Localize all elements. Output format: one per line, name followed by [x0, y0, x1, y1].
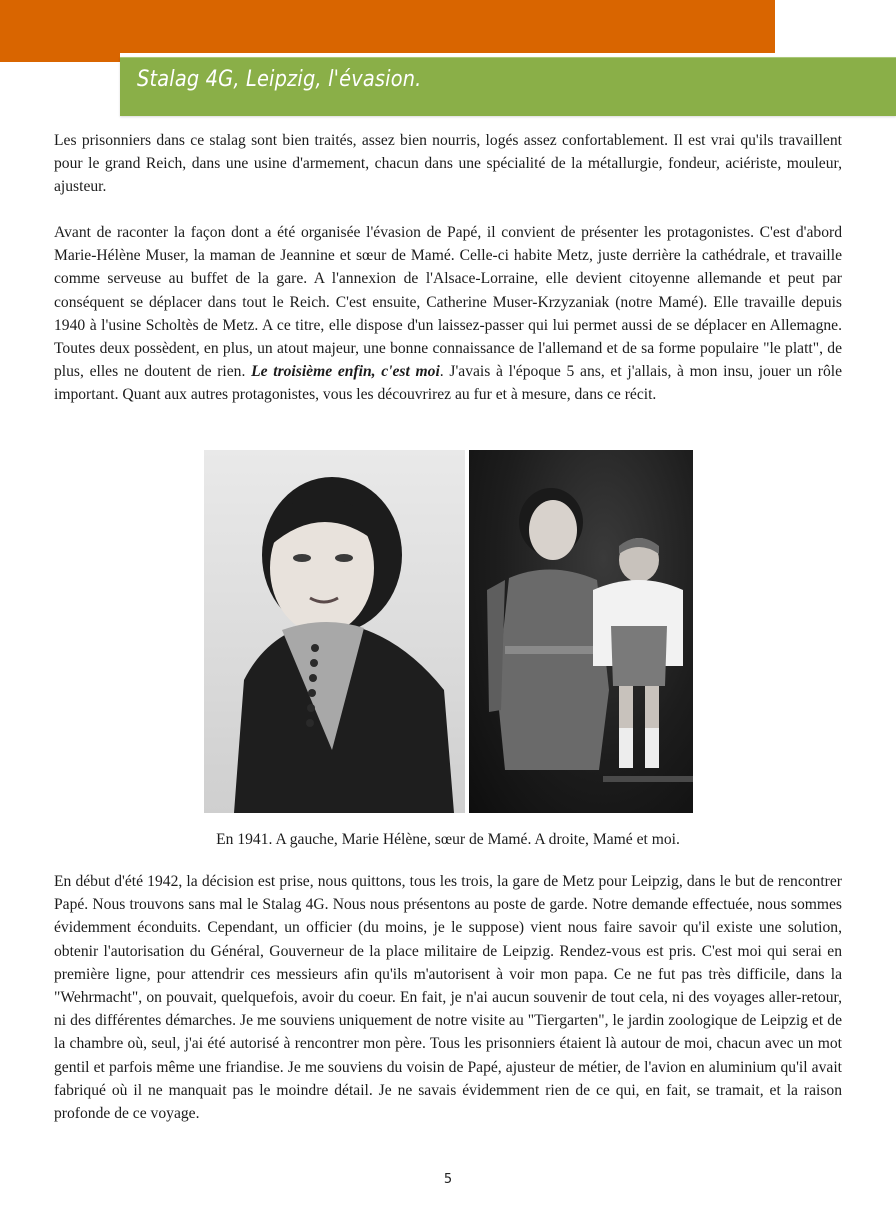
photo-mame-and-child	[469, 450, 693, 813]
paragraph-intro: Les prisonniers dans ce stalag sont bien traités, assez bien nourris, logés assez confortablement. Il est vrai qu'ils travaillent pour le grand Reich, dans une usine d'armement, chacun dans une spécialité de la métallurgie, fondeur, aciériste, mouleur, ajusteur.	[54, 132, 842, 196]
page-title: Stalag 4G, Leipzig, l'évasion.	[137, 67, 422, 92]
emphasis-text: Le troisième enfin, c'est moi	[251, 363, 440, 381]
paragraph-text: . J'avais à l'époque 5 ans, et j'allais, à mon insu, jouer un rôle important. Quant aux autres protagonistes, vous les découvrirez au fur et à mesure, dans ce récit.	[54, 363, 843, 404]
photo-marie-helene	[204, 450, 465, 813]
portrait-mother-child-icon	[469, 450, 693, 813]
header-orange-bar	[0, 0, 775, 53]
paragraph-journey: En début d'été 1942, la décision est prise, nous quittons, tous les trois, la gare de Metz pour Leipzig, dans le but de rencontrer Papé. Nous trouvons sans mal le Stalag 4G. Nous nous présentons au poste de garde. Notre demande effectuée, nous sommes évidemment éconduits. Cependant, un officier (du moins, je le suppose) vient nous faire savoir qu'il existe une solution, obtenir l'autorisation du Général, Gouverneur de la place militaire de Leipzig. Rendez-vous est pris. C'est moi qui serai en première ligne, pour attendrir ces messieurs afin qu'ils m'autorisent à voir mon papa. Ce ne fut pas très difficile, dans la "Wehrmacht", on pouvait, quelquefois, avoir du coeur. En fait, je n'ai aucun souvenir de tout cela, ni des voyages aller-retour, ni des différentes démarches. Je me souviens uniquement de notre visite au "Tiergarten", le jardin zoologique de Leipzig et de la chambre où, seul, j'ai été autorisé à rencontrer mon père. Tous les prisonniers étaient là autour de moi, chacun avec un mot gentil et parfois même une friandise. Je me souviens du voisin de Papé, ajusteur de métier, de l'avion en aluminium qu'il avait fabriqué où il ne manquait pas le moindre détail. Je ne savais évidemment rien de ce qui, en fait, se tramait, et la raison profonde de ce voyage.	[54, 873, 842, 1123]
paragraph-protagonists	[54, 221, 842, 407]
page-number: 5	[443, 1172, 453, 1187]
header-title-banner	[120, 57, 896, 116]
paragraph-text: Avant de raconter la façon dont a été organisée l'évasion de Papé, il convient de présenter les protagonistes. C'est d'abord Marie-Hélène Muser, la maman de Jeannine et sœur de Mamé. Celle-ci habite Metz, juste derrière la cathédrale, et travaille comme serveuse au buffet de la gare. A l'annexion de l'Alsace-Lorraine, elle devient citoyenne allemande et peut par conséquent se déplacer dans tout le Reich. C'est ensuite, Catherine Muser-Krzyzaniak (notre Mamé). Elle travaille depuis 1940 à l'usine Scholtès de Metz. A ce titre, elle dispose d'un laissez-passer qui lui permet aussi de se déplacer en Allemagne. Toutes deux possèdent, en plus, un atout majeur, une bonne connaissance de l'allemand et de sa forme populaire "le platt", de plus, elles ne doutent de rien.	[54, 224, 842, 381]
portrait-woman-icon	[204, 450, 465, 813]
header-orange-tab	[0, 53, 120, 62]
photo-caption: En 1941. A gauche, Marie Hélène, sœur de Mamé. A droite, Mamé et moi.	[216, 831, 680, 848]
